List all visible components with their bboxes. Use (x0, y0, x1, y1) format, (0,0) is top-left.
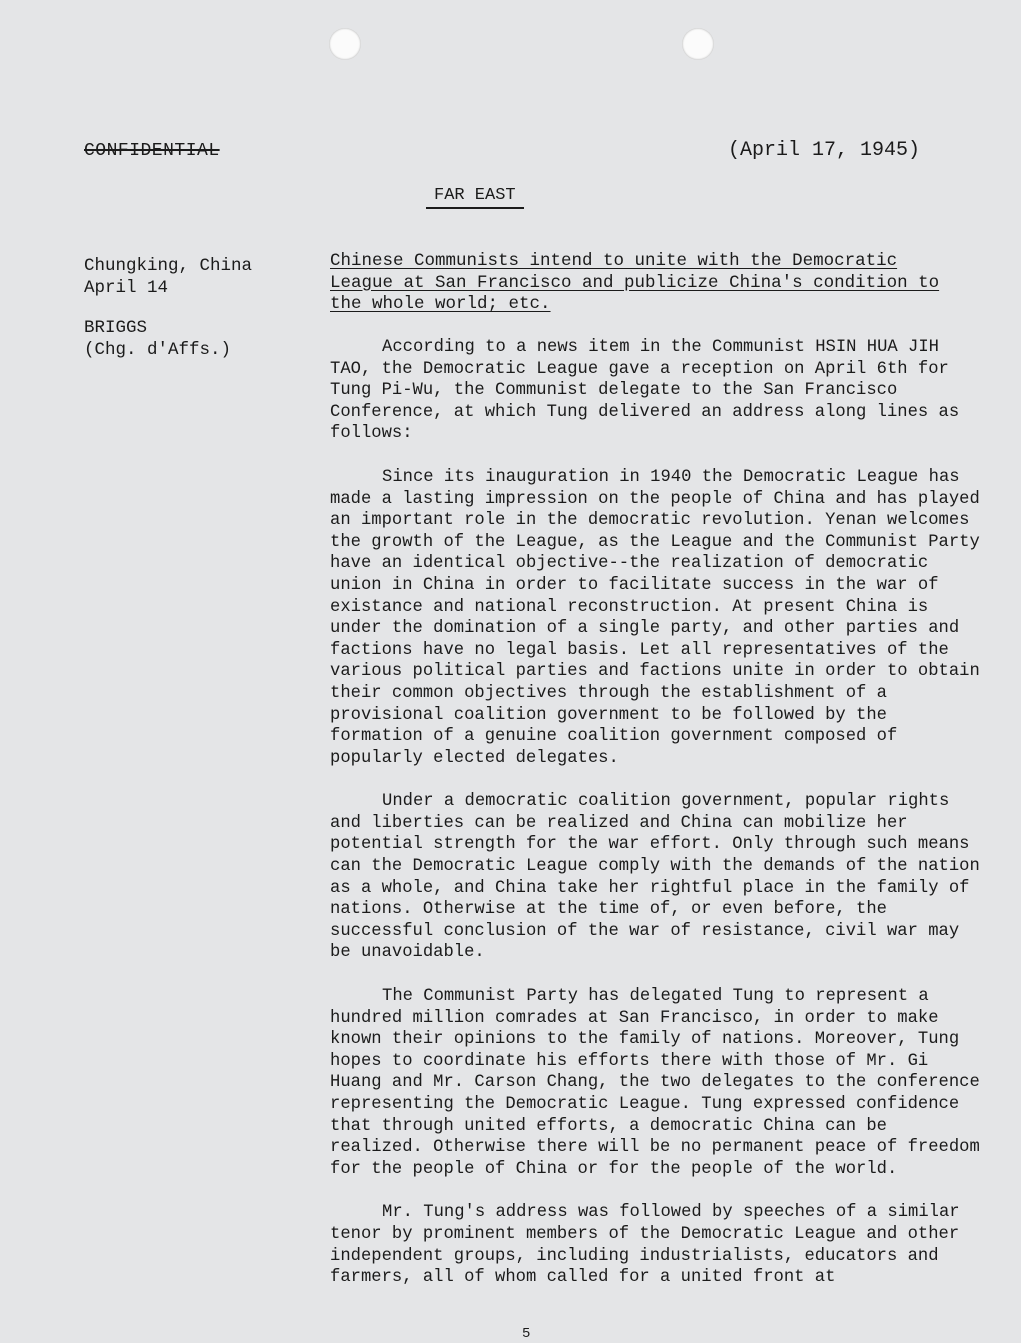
punch-hole-right (682, 28, 714, 60)
classification-marking: CONFIDENTIAL (84, 141, 220, 161)
page-number: 5 (522, 1326, 531, 1342)
headline (330, 251, 970, 316)
document-date: (April 17, 1945) (728, 139, 921, 162)
body-text (330, 337, 980, 1311)
sidebar-author: BRIGGS (84, 318, 148, 338)
paragraph: According to a news item in the Communist HSIN HUA JIH TAO, the Democratic League gave a reception on April 6th for Tung Pi-Wu, the Communist delegate to the San Francisco Conference, at which Tung delivered an address along lines as follows: (330, 338, 960, 444)
headline-text: Chinese Communists intend to unite with the Democratic League at San Francisco and publicize China's condition to the whole world; etc. (330, 251, 940, 314)
punch-hole-left (329, 28, 361, 60)
paragraph: Mr. Tung's address was followed by speeches of a similar tenor by prominent members of the Democratic League and other independent groups, including industrialists, educators and farmers, all of whom called for a united front at (330, 1203, 960, 1288)
sidebar-date: April 14 (84, 278, 169, 298)
paragraph: Under a democratic coalition government, popular rights and liberties can be realized and China can mobilize her potential strength for the war effort. Only through such means can the Democratic League comply with the demands of the nation as a whole, and China take her rightful place in the family of nations. Otherwise at the time of, or even before, the successful conclusion of the war of resistance, civil war may be unavoidable. (330, 792, 980, 963)
sidebar-location: Chungking, China (84, 256, 253, 276)
paragraph: The Communist Party has delegated Tung to represent a hundred million comrades at San Francisco, in order to make known their opinions to the family of nations. Moreover, Tung hopes to coordinate his efforts there with those of Mr. Gi Huang and Mr. Carson Chang, the two delegates to the conference representing the Democratic League. Tung expressed confidence that through united efforts, a democratic China can be realized. Otherwise there will be no permanent peace of freedom for the people of China or for the people of the world. (330, 987, 980, 1179)
paragraph: Since its inauguration in 1940 the Democratic League has made a lasting impression on the people of China and has played an important role in the democratic revolution. Yenan welcomes the growth of the League, as the League and the Communist Party have an identical objective--the realization of democratic union in China in order to facilitate success in the war of existance and national reconstruction. At present China is under the domination of a single party, and other parties and factions have no legal basis. Let all representatives of the various political parties and factions unite in order to obtain their common objectives through the establishment of a provisional coalition government to be followed by the formation of a genuine coalition government composed of popularly elected delegates. (330, 467, 980, 768)
sidebar-metadata (84, 255, 252, 361)
section-heading: FAR EAST (426, 186, 524, 209)
sidebar-author-title: (Chg. d'Affs.) (84, 340, 232, 360)
